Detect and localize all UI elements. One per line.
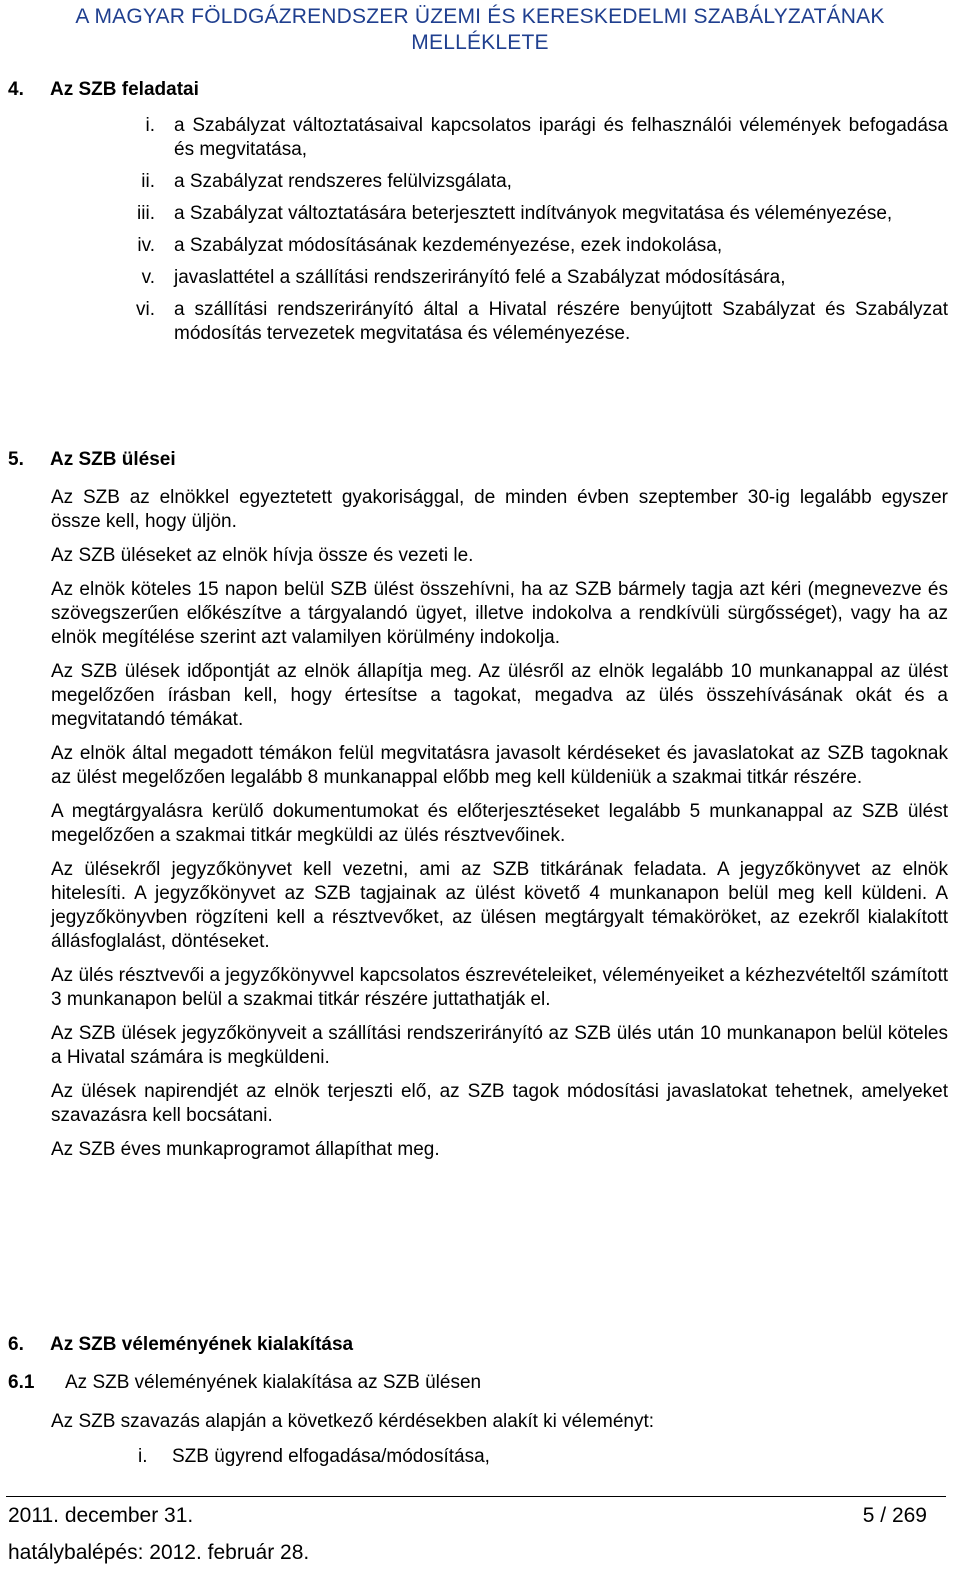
- list-item: [122, 234, 948, 258]
- list-marker: vi.: [136, 299, 155, 320]
- list-marker: i.: [138, 1446, 148, 1467]
- section-6-heading: [8, 1333, 508, 1357]
- footer-date: 2011. december 31.: [8, 1504, 194, 1527]
- subsection-intro: Az SZB szavazás alapján a következő kérdésekben alakít ki véleményt:: [51, 1411, 655, 1432]
- paragraph: Az SZB ülések jegyzőkönyveit a szállítási rendszerirányító az SZB ülés után 10 munkanapon belül köteles a Hivatal számára is megküldeni.: [51, 1023, 948, 1068]
- list-marker: v.: [141, 267, 155, 288]
- paragraph: Az SZB éves munkaprogramot állapíthat meg.: [51, 1139, 440, 1160]
- section-title: Az SZB véleményének kialakítása: [50, 1334, 354, 1355]
- paragraph: Az SZB ülések időpontját az elnök állapítja meg. Az ülésről az elnök legalább 10 munkanappal az ülést megelőzően írásban kell, hogy értesítse a tagokat, megadva az ülés összehívásának okát és a megvitatandó témákat.: [51, 661, 948, 730]
- list-marker: i.: [145, 115, 155, 136]
- subsection-number: 6.1: [8, 1372, 35, 1393]
- paragraph: Az elnök által megadott témákon felül megvitatásra javasolt kérdéseket és javaslatokat az SZB tagoknak az ülést megelőzően legalább 8 munkanappal előbb meg kell küldeniük a szakmai titkár részére.: [51, 743, 948, 788]
- list-item-text: a Szabályzat változtatásaival kapcsolatos iparági és felhasználói vélemények befogadása és megvitatása,: [174, 115, 948, 160]
- list-marker: iv.: [137, 235, 155, 256]
- paragraph: Az SZB üléseket az elnök hívja össze és vezeti le.: [51, 545, 474, 566]
- footer-divider: [6, 1496, 946, 1497]
- section-number: 4.: [8, 79, 24, 100]
- paragraph: Az ülésekről jegyzőkönyvet kell vezetni, ami az SZB titkárának feladata. A jegyzőkönyvet az elnök hitelesíti. A jegyzőkönyvet az SZB tagjainak az ülést követő 4 munkanapon belül meg kell küldeni. A jegyzőkönyvben rögzíteni kell a résztvevőket, az ülésen megtárgyalt témaköröket, az ezekről kialakított állásfoglalást, döntéseket.: [51, 859, 948, 952]
- section-5-body: [51, 486, 948, 1172]
- list-item-text: a Szabályzat módosításának kezdeményezése, ezek indokolása,: [174, 235, 723, 256]
- running-header: A MAGYAR FÖLDGÁZRENDSZER ÜZEMI ÉS KERESKEDELMI SZABÁLYZATÁNAK MELLÉKLETE: [75, 5, 885, 54]
- list-item-text: javaslattétel a szállítási rendszerirányító felé a Szabályzat módosítására,: [174, 267, 786, 288]
- section-4-list: [122, 114, 948, 354]
- list-marker: iii.: [137, 203, 155, 224]
- section-5-heading: [8, 448, 408, 472]
- section-4-heading: [8, 78, 408, 102]
- list-item-text: a szállítási rendszerirányító által a Hivatal részére benyújtott Szabályzat és Szabályzat módosítás tervezetek megvitatása és véleményezése.: [174, 299, 948, 344]
- paragraph: Az ülések napirendjét az elnök terjeszti elő, az SZB tagok módosítási javaslatokat tehetnek, amelyeket szavazásra kell bocsátani.: [51, 1081, 948, 1126]
- section-number: 6.: [8, 1334, 24, 1355]
- list-marker: ii.: [141, 171, 155, 192]
- list-item-text: a Szabályzat változtatására beterjesztett indítványok megvitatása és véleményezése,: [174, 203, 893, 224]
- effective-date: hatálybalépés: 2012. február 28.: [8, 1541, 310, 1564]
- paragraph: Az ülés résztvevői a jegyzőkönyvvel kapcsolatos észrevételeiket, véleményeiket a kézhezvételtől számított 3 munkanapon belül a szakmai titkár részére juttathatják el.: [51, 965, 948, 1010]
- paragraph: Az elnök köteles 15 napon belül SZB ülést összehívni, ha az SZB bármely tagja azt kéri (megnevezve és szövegszerűen előkészítve a tárgyalandó ügyet, illetve indokolva a rendkívüli sürgősséget), vagy ha az elnök megítélése szerint azt valamilyen körülmény indokolja.: [51, 579, 948, 648]
- section-title: Az SZB ülései: [50, 449, 176, 470]
- list-item: [122, 170, 948, 194]
- paragraph: A megtárgyalásra kerülő dokumentumokat és előterjesztéseket legalább 5 munkanappal az SZB ülést megelőzően a szakmai titkár megküldi az ülés résztvevőinek.: [51, 801, 948, 846]
- list-item: [122, 266, 948, 290]
- list-item: [138, 1445, 490, 1469]
- list-item-text: SZB ügyrend elfogadása/módosítása,: [172, 1446, 490, 1467]
- paragraph: Az SZB az elnökkel egyeztetett gyakorisággal, de minden évben szeptember 30-ig legalább egyszer össze kell, hogy üljön.: [51, 487, 948, 532]
- list-item: [122, 298, 948, 346]
- section-number: 5.: [8, 449, 24, 470]
- list-item-text: a Szabályzat rendszeres felülvizsgálata,: [174, 171, 512, 192]
- section-title: Az SZB feladatai: [50, 79, 199, 100]
- list-item: [122, 202, 948, 226]
- subsection-6-1-heading: [8, 1371, 628, 1395]
- subsection-title: Az SZB véleményének kialakítása az SZB ülésen: [65, 1372, 482, 1393]
- page-number: 5 / 269: [862, 1504, 927, 1527]
- list-item: [122, 114, 948, 162]
